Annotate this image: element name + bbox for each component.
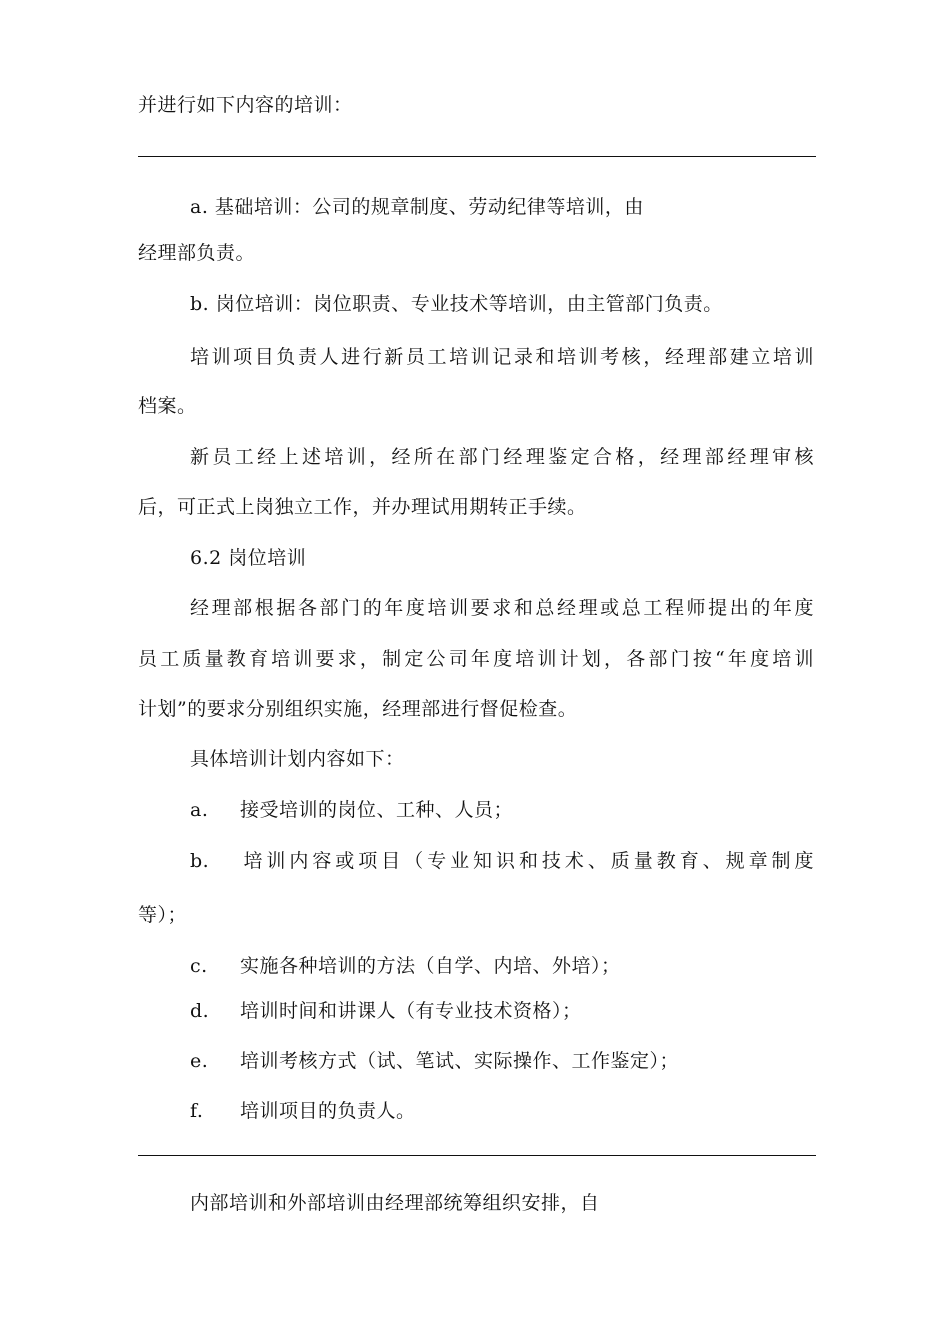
para-a-line1: a. 基础培训：公司的规章制度、劳动纪律等培训，由 (190, 196, 644, 218)
para-last: 内部培训和外部培训由经理部统筹组织安排，自 (190, 1192, 600, 1214)
list-text: 培训考核方式（试、笔试、实际操作、工作鉴定）； (240, 1050, 680, 1072)
list-text: 培训项目的负责人。 (240, 1100, 416, 1122)
para-d-line2: 后，可正式上岗独立工作，并办理试用期转正手续。 (138, 496, 587, 518)
para-c-line1: 培训项目负责人进行新员工培训记录和培训考核，经理部建立培训 (190, 346, 814, 368)
para-b: b. 岗位培训：岗位职责、专业技术等培训，由主管部门负责。 (190, 293, 723, 315)
list-marker: e. (190, 1050, 209, 1072)
section-heading: 6.2 岗位培训 (190, 547, 307, 569)
list-text: 培训时间和讲课人（有专业技术资格）； (240, 1000, 582, 1022)
list-item-a (190, 797, 513, 823)
list-item-e (190, 1048, 679, 1074)
para-e-line2: 员工质量教育培训要求，制定公司年度培训计划，各部门按“年度培训 (138, 648, 814, 670)
list-item-f (190, 1098, 416, 1124)
para-c-line2: 档案。 (138, 395, 197, 417)
divider-top (138, 156, 816, 157)
para-a-line2: 经理部负责。 (138, 242, 256, 264)
intro-line: 并进行如下内容的培训： (138, 94, 353, 116)
list-text: 培训内容或项目（专业知识和技术、质量教育、规章制度 (240, 850, 814, 872)
list-item-d (190, 998, 582, 1024)
list-marker: f. (190, 1100, 204, 1122)
para-f: 具体培训计划内容如下： (190, 748, 405, 770)
para-e-line3: 计划”的要求分别组织实施，经理部进行督促检查。 (138, 698, 578, 720)
list-item-c (190, 953, 621, 979)
list-marker: d. (190, 1000, 210, 1022)
list-marker: c. (190, 955, 208, 977)
para-d-line1: 新员工经上述培训，经所在部门经理鉴定合格，经理部经理审核 (190, 446, 814, 468)
list-item-b (190, 848, 814, 874)
divider-bottom (138, 1155, 816, 1156)
list-text: 实施各种培训的方法（自学、内培、外培）； (240, 955, 621, 977)
list-item-b-continuation: 等）； (138, 904, 188, 926)
para-e-line1: 经理部根据各部门的年度培训要求和总经理或总工程师提出的年度 (190, 597, 814, 619)
list-marker: a. (190, 799, 209, 821)
list-text: 接受培训的岗位、工种、人员； (240, 799, 514, 821)
list-marker: b. (190, 850, 210, 872)
